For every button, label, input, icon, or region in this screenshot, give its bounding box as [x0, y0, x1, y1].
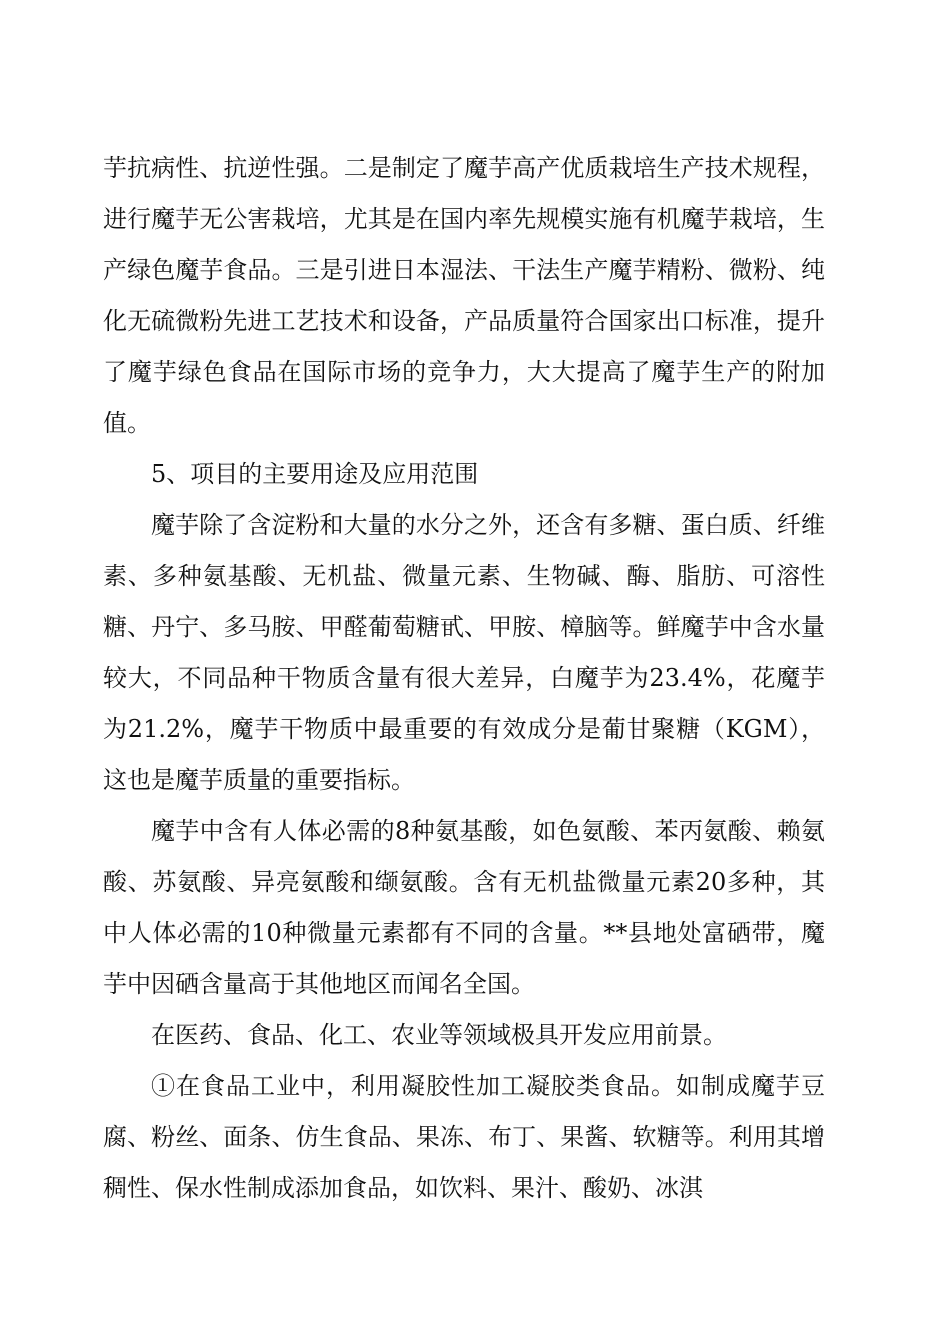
paragraph-application-fields: 在医药、食品、化工、农业等领域极具开发应用前景。	[151, 1021, 727, 1049]
paragraph-food-industry: ①在食品工业中，利用凝胶性加工凝胶类食品。如制成魔芋豆腐、粉丝、面条、仿生食品、果冻、布丁、果酱、软糖等。利用其增稠性、保水性制成添加食品，如饮料、果汁、酸奶、冰淇	[103, 1072, 825, 1202]
paragraph-composition: 魔芋除了含淀粉和大量的水分之外，还含有多糖、蛋白质、纤维素、多种氨基酸、无机盐、微量元素、生物碱、酶、脂肪、可溶性糖、丹宁、多马胺、甲醛葡萄糖甙、甲胺、樟脑等。鲜魔芋中含水量较大，不同品种干物质含量有很大差异，白魔芋为23.4%，花魔芋为21.2%，魔芋干物质中最重要的有效成分是葡甘聚糖（KGM），这也是魔芋质量的重要指标。	[103, 511, 825, 794]
section-heading: 5、项目的主要用途及应用范围	[151, 460, 479, 488]
paragraph-amino-acids: 魔芋中含有人体必需的8种氨基酸，如色氨酸、苯丙氨酸、赖氨酸、苏氨酸、异亮氨酸和缬氨酸。含有无机盐微量元素20多种，其中人体必需的10种微量元素都有不同的含量。**县地处富硒带，魔芋中因硒含量高于其他地区而闻名全国。	[103, 817, 825, 998]
paragraph-continued: 芋抗病性、抗逆性强。二是制定了魔芋高产优质栽培生产技术规程，进行魔芋无公害栽培，尤其是在国内率先规模实施有机魔芋栽培，生产绿色魔芋食品。三是引进日本湿法、干法生产魔芋精粉、微粉、纯化无硫微粉先进工艺技术和设备，产品质量符合国家出口标准，提升了魔芋绿色食品在国际市场的竞争力，大大提高了魔芋生产的附加值。	[103, 154, 825, 437]
document-body	[103, 143, 825, 1214]
